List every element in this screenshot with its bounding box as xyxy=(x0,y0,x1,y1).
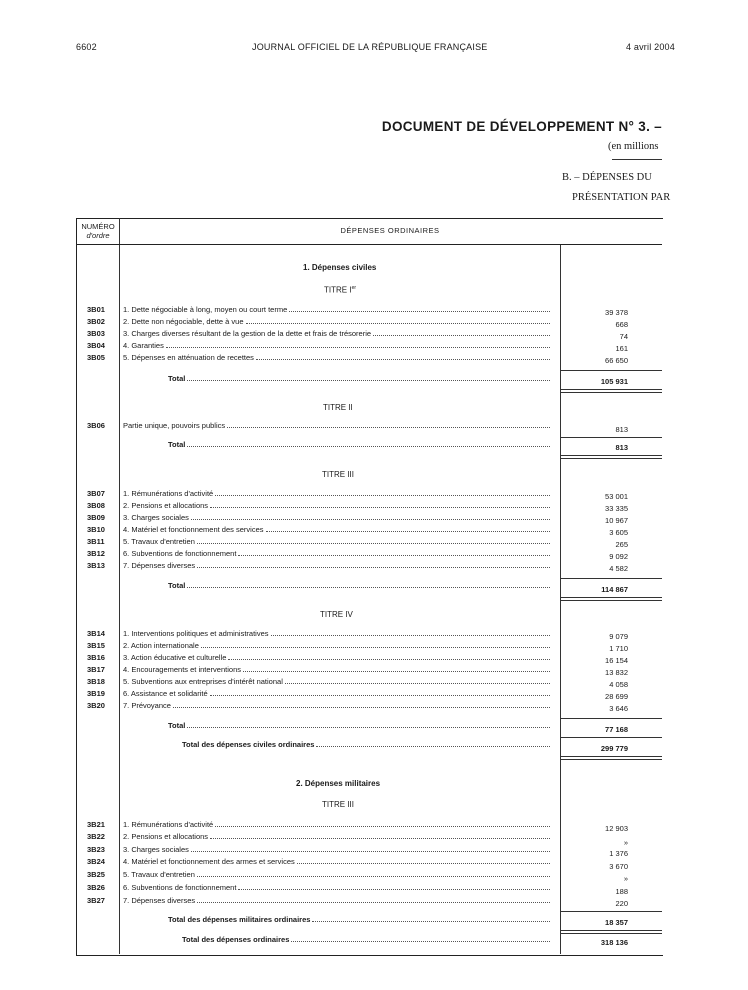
row-label xyxy=(123,641,550,650)
presentation-title: PRÉSENTATION PAR xyxy=(572,192,671,203)
leader-dots xyxy=(243,670,550,672)
row-number: 3B22 xyxy=(87,832,105,841)
leader-dots xyxy=(238,888,550,890)
row-value: » xyxy=(623,838,628,847)
row-value: 12 903 xyxy=(605,824,628,833)
row-label-text: 1. Interventions politiques et administratives xyxy=(123,629,269,638)
leader-dots xyxy=(197,901,550,903)
section-title: B. – DÉPENSES DU xyxy=(562,172,652,183)
row-value: 33 335 xyxy=(605,504,628,513)
row-number: 3B14 xyxy=(87,629,105,638)
leader-dots xyxy=(201,646,550,648)
leader-dots xyxy=(187,379,550,381)
row-label xyxy=(123,677,550,686)
row-label xyxy=(123,561,550,570)
row-value: 188 xyxy=(615,887,628,896)
heading-titre-3-military: TITRE III xyxy=(322,800,354,809)
row-value: 4 582 xyxy=(609,564,628,573)
row-label xyxy=(123,820,550,829)
row-value: 4 058 xyxy=(609,680,628,689)
total-double-rule xyxy=(560,930,662,934)
total-double-rule xyxy=(560,455,662,459)
leader-dots xyxy=(238,554,550,556)
row-value: 16 154 xyxy=(605,656,628,665)
total-label xyxy=(168,721,550,730)
row-number: 3B06 xyxy=(87,421,105,430)
column-header-number xyxy=(77,222,119,240)
leader-dots xyxy=(316,745,550,747)
heading-titre-1-sup: er xyxy=(351,285,357,291)
row-label xyxy=(123,549,550,558)
row-value: 74 xyxy=(619,332,628,341)
leader-dots xyxy=(191,518,550,520)
total-value: 813 xyxy=(615,443,628,452)
row-number: 3B01 xyxy=(87,305,105,314)
row-number: 3B15 xyxy=(87,641,105,650)
total-label-text: Total xyxy=(168,374,186,383)
row-label xyxy=(123,353,550,362)
row-number: 3B02 xyxy=(87,317,105,326)
leader-dots xyxy=(173,706,550,708)
subtotal-rule xyxy=(560,578,662,579)
row-label-text: 7. Dépenses diverses xyxy=(123,896,196,905)
row-value: 10 967 xyxy=(605,516,628,525)
row-value: 3 646 xyxy=(609,704,628,713)
row-label xyxy=(123,501,550,510)
row-label-text: 7. Dépenses diverses xyxy=(123,561,196,570)
row-label-text: 2. Dette non négociable, dette à vue xyxy=(123,317,244,326)
row-label xyxy=(123,421,550,430)
leader-dots xyxy=(197,875,550,877)
row-number: 3B24 xyxy=(87,857,105,866)
row-label xyxy=(123,629,550,638)
leader-dots xyxy=(210,506,550,508)
leader-dots xyxy=(228,658,550,660)
row-value: 220 xyxy=(615,899,628,908)
row-number: 3B09 xyxy=(87,513,105,522)
total-value: 105 931 xyxy=(600,377,628,386)
row-value: 813 xyxy=(615,425,628,434)
row-label-text: 4. Matériel et fonctionnement des armes et services xyxy=(123,857,295,866)
row-label xyxy=(123,701,550,710)
subtotal-rule xyxy=(560,737,662,738)
row-value: » xyxy=(623,874,628,883)
grand-total-label xyxy=(182,935,550,944)
row-label xyxy=(123,653,550,662)
row-label xyxy=(123,341,550,350)
total-label xyxy=(168,581,550,590)
row-number: 3B05 xyxy=(87,353,105,362)
column-header-expenses: DÉPENSES ORDINAIRES xyxy=(340,226,440,235)
row-label xyxy=(123,665,550,674)
row-label-text: 4. Garanties xyxy=(123,341,164,350)
grand-total-value: 18 357 xyxy=(605,918,628,927)
leader-dots xyxy=(227,426,550,428)
row-label-text: 3. Charges sociales xyxy=(123,845,189,854)
total-double-rule xyxy=(560,389,662,393)
grand-total-value: 299 779 xyxy=(600,744,628,753)
leader-dots xyxy=(210,837,550,839)
row-value: 66 650 xyxy=(605,356,628,365)
row-label-text: 4. Encouragements et interventions xyxy=(123,665,241,674)
grand-total-label-text: Total des dépenses militaires ordinaires xyxy=(168,915,311,924)
row-label xyxy=(123,513,550,522)
total-value: 114 867 xyxy=(601,585,628,594)
leader-dots xyxy=(289,310,550,312)
row-number: 3B16 xyxy=(87,653,105,662)
row-label xyxy=(123,489,550,498)
row-label-text: 6. Subventions de fonctionnement xyxy=(123,883,237,892)
row-number: 3B19 xyxy=(87,689,105,698)
row-label-text: 3. Charges sociales xyxy=(123,513,189,522)
row-label xyxy=(123,317,550,326)
grand-total-label-text: Total des dépenses ordinaires xyxy=(182,935,290,944)
grand-total-label xyxy=(182,740,550,749)
row-number: 3B17 xyxy=(87,665,105,674)
row-value: 161 xyxy=(615,344,628,353)
row-number: 3B08 xyxy=(87,501,105,510)
row-label-text: 5. Travaux d'entretien xyxy=(123,870,195,879)
row-label xyxy=(123,870,550,879)
total-double-rule xyxy=(560,597,662,601)
row-label-text: 1. Rémunérations d'activité xyxy=(123,489,214,498)
row-value: 1 710 xyxy=(609,644,628,653)
total-label-text: Total xyxy=(168,581,186,590)
row-label-text: 3. Action éducative et culturelle xyxy=(123,653,227,662)
leader-dots xyxy=(271,634,551,636)
row-label xyxy=(123,896,550,905)
row-label-text: 5. Travaux d'entretien xyxy=(123,537,195,546)
row-value: 9 079 xyxy=(609,632,628,641)
leader-dots xyxy=(187,726,550,728)
row-value: 39 378 xyxy=(605,308,628,317)
leader-dots xyxy=(197,542,550,544)
column-divider-number xyxy=(119,218,120,954)
section-military: 2. Dépenses militaires xyxy=(296,779,381,788)
journal-title: JOURNAL OFFICIEL DE LA RÉPUBLIQUE FRANÇAISE xyxy=(252,42,488,52)
row-label xyxy=(123,329,550,338)
grand-total-value: 318 136 xyxy=(600,938,628,947)
row-number: 3B07 xyxy=(87,489,105,498)
row-value: 668 xyxy=(615,320,628,329)
row-label xyxy=(123,689,550,698)
total-label xyxy=(168,374,550,383)
row-number: 3B11 xyxy=(87,537,105,546)
document-title: DOCUMENT DE DÉVELOPPEMENT N° 3. – xyxy=(381,119,662,134)
leader-dots xyxy=(312,920,550,922)
subtotal-rule xyxy=(560,911,662,912)
total-label-text: Total xyxy=(168,440,186,449)
leader-dots xyxy=(215,494,550,496)
row-value: 9 092 xyxy=(609,552,628,561)
leader-dots xyxy=(285,682,550,684)
row-label-text: 2. Pensions et allocations xyxy=(123,501,209,510)
total-value: 77 168 xyxy=(605,725,628,734)
row-label xyxy=(123,845,550,854)
row-number: 3B04 xyxy=(87,341,105,350)
leader-dots xyxy=(187,586,550,588)
heading-titre-2: TITRE II xyxy=(323,403,353,412)
row-label-text: 1. Rémunérations d'activité xyxy=(123,820,214,829)
leader-dots xyxy=(187,445,550,447)
row-label xyxy=(123,537,550,546)
row-number: 3B26 xyxy=(87,883,105,892)
leader-dots xyxy=(373,334,550,336)
row-label-text: 3. Charges diverses résultant de la gestion de la dette et frais de trésorerie xyxy=(123,329,372,338)
row-number: 3B03 xyxy=(87,329,105,338)
row-label xyxy=(123,525,550,534)
heading-titre-1-text: TITRE I xyxy=(324,285,352,295)
row-label-text: Partie unique, pouvoirs publics xyxy=(123,421,226,430)
row-value: 265 xyxy=(615,540,628,549)
row-label xyxy=(123,883,550,892)
row-number: 3B18 xyxy=(87,677,105,686)
unit-note: (en millions xyxy=(608,141,659,152)
row-number: 3B23 xyxy=(87,845,105,854)
leader-dots xyxy=(210,694,550,696)
row-number: 3B25 xyxy=(87,870,105,879)
row-label xyxy=(123,857,550,866)
header-separator xyxy=(76,244,662,245)
row-number: 3B21 xyxy=(87,820,105,829)
total-label xyxy=(168,440,550,449)
row-value: 1 376 xyxy=(609,849,628,858)
leader-dots xyxy=(197,566,550,568)
leader-dots xyxy=(256,358,550,360)
leader-dots xyxy=(266,530,551,532)
row-number: 3B27 xyxy=(87,896,105,905)
leader-dots xyxy=(246,322,550,324)
heading-titre-4: TITRE IV xyxy=(320,610,353,619)
row-value: 53 001 xyxy=(605,492,628,501)
row-label-text: 7. Prévoyance xyxy=(123,701,171,710)
row-label-text: 6. Assistance et solidarité xyxy=(123,689,208,698)
leader-dots xyxy=(291,940,550,942)
leader-dots xyxy=(166,346,550,348)
row-label-text: 5. Dépenses en atténuation de recettes xyxy=(123,353,254,362)
heading-titre-1 xyxy=(324,285,356,295)
row-label xyxy=(123,305,550,314)
row-value: 13 832 xyxy=(605,668,628,677)
row-number: 3B12 xyxy=(87,549,105,558)
row-label-text: 4. Matériel et fonctionnement des services xyxy=(123,525,264,534)
row-value: 3 605 xyxy=(609,528,628,537)
row-number: 3B20 xyxy=(87,701,105,710)
row-label-text: 6. Subventions de fonctionnement xyxy=(123,549,237,558)
grand-total-label-text: Total des dépenses civiles ordinaires xyxy=(182,740,315,749)
leader-dots xyxy=(215,825,550,827)
grand-total-label xyxy=(168,915,550,924)
page-number: 6602 xyxy=(76,42,97,52)
row-value: 28 699 xyxy=(605,692,628,701)
row-number: 3B13 xyxy=(87,561,105,570)
heading-titre-3: TITRE III xyxy=(322,470,354,479)
row-label-text: 2. Action internationale xyxy=(123,641,199,650)
subtotal-rule xyxy=(560,370,662,371)
row-label-text: 5. Subventions aux entreprises d'intérêt national xyxy=(123,677,283,686)
issue-date: 4 avril 2004 xyxy=(626,42,675,52)
subtotal-rule xyxy=(560,437,662,438)
leader-dots xyxy=(297,862,550,864)
section-civil: 1. Dépenses civiles xyxy=(303,263,377,272)
leader-dots xyxy=(191,850,550,852)
subtotal-rule xyxy=(560,718,662,719)
row-number: 3B10 xyxy=(87,525,105,534)
row-label-text: 1. Dette négociable à long, moyen ou court terme xyxy=(123,305,288,314)
row-value: 3 670 xyxy=(609,862,628,871)
row-label xyxy=(123,832,550,841)
total-label-text: Total xyxy=(168,721,186,730)
total-double-rule xyxy=(560,756,662,760)
column-header-number-line1: NUMÉRO xyxy=(81,222,115,231)
column-header-number-line2: d'ordre xyxy=(86,231,110,240)
unit-underline xyxy=(612,159,662,160)
row-label-text: 2. Pensions et allocations xyxy=(123,832,209,841)
